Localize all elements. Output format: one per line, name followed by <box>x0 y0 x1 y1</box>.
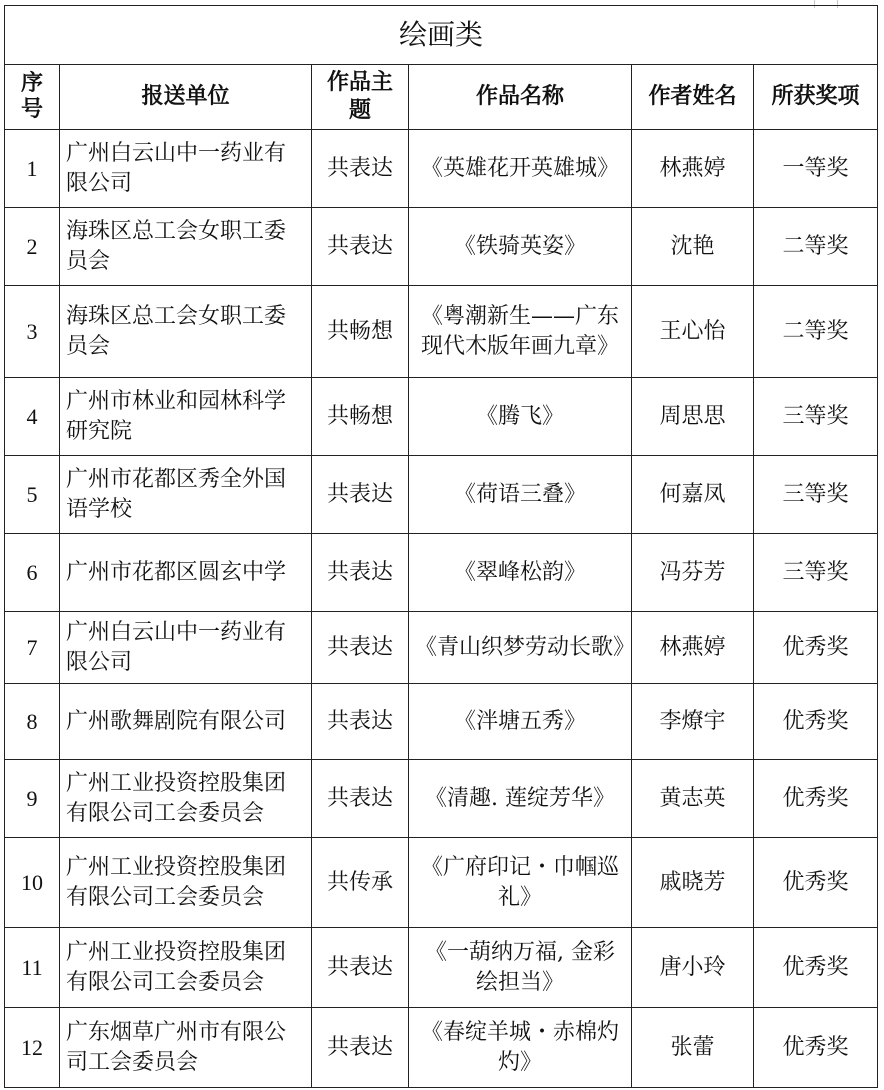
cell-author: 林燕婷 <box>632 612 754 684</box>
table-row <box>5 928 878 1008</box>
table-row <box>5 130 878 208</box>
cell-award: 三等奖 <box>754 378 878 456</box>
cell-theme: 共表达 <box>312 208 409 286</box>
cell-author: 林燕婷 <box>632 130 754 208</box>
table-header-row <box>5 65 878 130</box>
awards-table <box>4 5 878 1088</box>
header-work: 作品名称 <box>409 65 632 130</box>
cell-award: 优秀奖 <box>754 612 878 684</box>
cell-theme: 共表达 <box>312 684 409 760</box>
cell-no: 11 <box>5 928 60 1008</box>
cell-award: 二等奖 <box>754 286 878 378</box>
cell-work: 《广府印记・巾帼巡礼》 <box>409 838 632 928</box>
cell-work: 《翠峰松韵》 <box>409 534 632 612</box>
cell-author: 沈艳 <box>632 208 754 286</box>
header-theme: 作品主题 <box>312 65 409 130</box>
table-row <box>5 1008 878 1088</box>
cell-no: 2 <box>5 208 60 286</box>
cell-award: 优秀奖 <box>754 684 878 760</box>
cell-award: 二等奖 <box>754 208 878 286</box>
table-row <box>5 456 878 534</box>
cell-award: 三等奖 <box>754 534 878 612</box>
cell-work: 《荷语三叠》 <box>409 456 632 534</box>
table-row <box>5 286 878 378</box>
cell-work: 《青山织梦劳动长歌》 <box>409 612 632 684</box>
cell-work: 《清趣. 莲绽芳华》 <box>409 760 632 838</box>
cell-theme: 共传承 <box>312 838 409 928</box>
cell-unit: 广州工业投资控股集团有限公司工会委员会 <box>60 838 312 928</box>
cell-award: 优秀奖 <box>754 838 878 928</box>
cell-theme: 共表达 <box>312 612 409 684</box>
cell-theme: 共表达 <box>312 534 409 612</box>
cell-work: 《泮塘五秀》 <box>409 684 632 760</box>
cell-author: 唐小玲 <box>632 928 754 1008</box>
cell-award: 优秀奖 <box>754 1008 878 1088</box>
cell-unit: 海珠区总工会女职工委员会 <box>60 208 312 286</box>
header-award: 所获奖项 <box>754 65 878 130</box>
cell-no: 1 <box>5 130 60 208</box>
cell-no: 10 <box>5 838 60 928</box>
table-row <box>5 534 878 612</box>
cell-unit: 广东烟草广州市有限公司工会委员会 <box>60 1008 312 1088</box>
cell-unit: 广州工业投资控股集团有限公司工会委员会 <box>60 928 312 1008</box>
cell-unit: 广州市林业和园林科学研究院 <box>60 378 312 456</box>
cell-author: 王心怡 <box>632 286 754 378</box>
cell-no: 9 <box>5 760 60 838</box>
cell-unit: 广州市花都区秀全外国语学校 <box>60 456 312 534</box>
cell-author: 何嘉凤 <box>632 456 754 534</box>
cell-unit: 广州工业投资控股集团有限公司工会委员会 <box>60 760 312 838</box>
header-unit: 报送单位 <box>60 65 312 130</box>
cell-no: 5 <box>5 456 60 534</box>
cell-author: 黄志英 <box>632 760 754 838</box>
table-row <box>5 838 878 928</box>
cell-work: 《英雄花开英雄城》 <box>409 130 632 208</box>
cell-author: 戚晓芳 <box>632 838 754 928</box>
cell-award: 优秀奖 <box>754 928 878 1008</box>
cell-theme: 共畅想 <box>312 286 409 378</box>
cell-no: 8 <box>5 684 60 760</box>
cell-theme: 共表达 <box>312 1008 409 1088</box>
cell-theme: 共表达 <box>312 928 409 1008</box>
cell-work: 《腾飞》 <box>409 378 632 456</box>
cell-theme: 共畅想 <box>312 378 409 456</box>
cell-author: 冯芬芳 <box>632 534 754 612</box>
table-row <box>5 760 878 838</box>
cell-work: 《春绽羊城・赤棉灼灼》 <box>409 1008 632 1088</box>
table-title: 绘画类 <box>5 6 878 65</box>
cell-no: 4 <box>5 378 60 456</box>
cell-theme: 共表达 <box>312 456 409 534</box>
header-author: 作者姓名 <box>632 65 754 130</box>
cell-author: 周思思 <box>632 378 754 456</box>
cell-unit: 广州歌舞剧院有限公司 <box>60 684 312 760</box>
header-seq: 序号 <box>5 65 60 130</box>
table-row <box>5 208 878 286</box>
cell-award: 一等奖 <box>754 130 878 208</box>
cell-no: 6 <box>5 534 60 612</box>
table-row <box>5 684 878 760</box>
cell-theme: 共表达 <box>312 760 409 838</box>
cell-work: 《铁骑英姿》 <box>409 208 632 286</box>
cell-no: 3 <box>5 286 60 378</box>
cell-work: 《粤潮新生——广东现代木版年画九章》 <box>409 286 632 378</box>
cell-author: 张蕾 <box>632 1008 754 1088</box>
cell-no: 7 <box>5 612 60 684</box>
cell-theme: 共表达 <box>312 130 409 208</box>
table-row <box>5 612 878 684</box>
cell-unit: 广州白云山中一药业有限公司 <box>60 612 312 684</box>
table-title-row <box>5 6 878 65</box>
cell-unit: 海珠区总工会女职工委员会 <box>60 286 312 378</box>
table-row <box>5 378 878 456</box>
cell-no: 12 <box>5 1008 60 1088</box>
cell-author: 李燎宇 <box>632 684 754 760</box>
cell-award: 优秀奖 <box>754 760 878 838</box>
cell-unit: 广州白云山中一药业有限公司 <box>60 130 312 208</box>
cell-award: 三等奖 <box>754 456 878 534</box>
cell-unit: 广州市花都区圆玄中学 <box>60 534 312 612</box>
cell-work: 《一葫纳万福, 金彩绘担当》 <box>409 928 632 1008</box>
